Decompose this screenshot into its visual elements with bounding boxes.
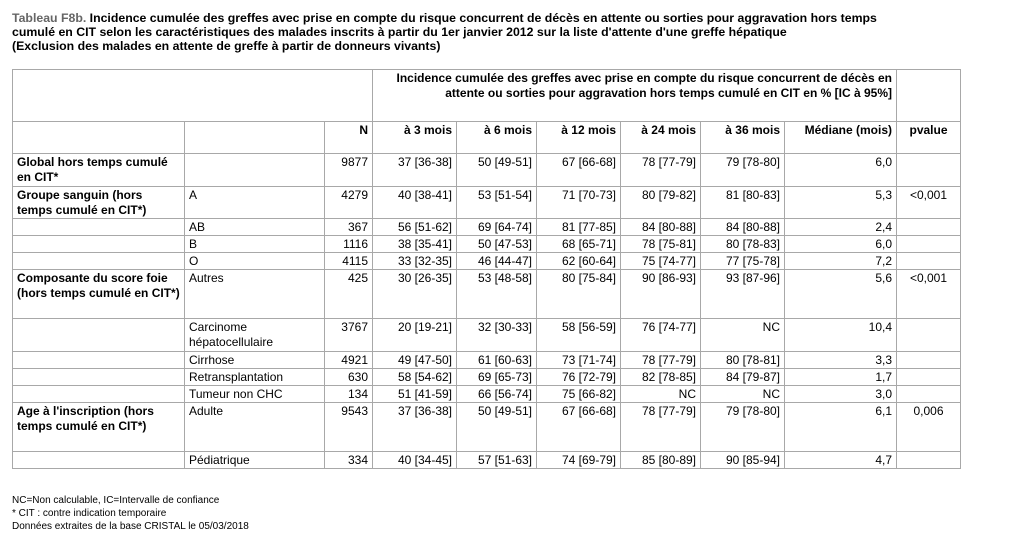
header-blank-cell [13,70,373,122]
cell-m24: 78 [77-79] [621,154,701,187]
title-line-3: (Exclusion des malades en attente de greffe à partir de donneurs vivants) [12,39,441,53]
cell-m24: 78 [75-81] [621,236,701,253]
cell-m6: 61 [60-63] [457,352,537,369]
cell-m3: 58 [54-62] [373,369,457,386]
cell-m24: 82 [78-85] [621,369,701,386]
cell-p [897,236,961,253]
cell-median: 7,2 [785,253,897,270]
header-blank-cell [13,122,185,154]
cell-m3: 38 [35-41] [373,236,457,253]
cell-n: 3767 [325,319,373,352]
cell-p [897,253,961,270]
cell-median: 3,3 [785,352,897,369]
footnote-abbreviations: NC=Non calculable, IC=Intervalle de confiance [12,495,220,506]
cell-m12: 75 [66-82] [537,386,621,403]
cell-p [897,352,961,369]
cell-group [13,352,185,369]
cell-m3: 56 [51-62] [373,219,457,236]
cell-m3: 33 [32-35] [373,253,457,270]
cell-m24: 90 [86-93] [621,270,701,319]
group-header: Incidence cumulée des greffes avec prise en compte du risque concurrent de décès en attente ou sorties pour aggravation hors temps cumulé en CIT en % [IC à 95%] [373,70,897,122]
cell-m36: 81 [80-83] [701,187,785,219]
cell-median: 5,6 [785,270,897,319]
cell-sub: Adulte [185,403,325,452]
cell-group: Composante du score foie (hors temps cumulé en CIT*) [13,270,185,319]
cell-m12: 68 [65-71] [537,236,621,253]
cell-m6: 57 [51-63] [457,452,537,469]
cell-m36: NC [701,319,785,352]
cell-m3: 40 [34-45] [373,452,457,469]
cell-m24: 80 [79-82] [621,187,701,219]
cell-group: Global hors temps cumulé en CIT* [13,154,185,187]
cell-p: <0,001 [897,270,961,319]
cell-m36: 93 [87-96] [701,270,785,319]
cell-group: Age à l'inscription (hors temps cumulé en CIT*) [13,403,185,452]
cell-m6: 32 [30-33] [457,319,537,352]
cell-median: 6,0 [785,236,897,253]
cell-group [13,369,185,386]
cell-sub [185,154,325,187]
cell-m24: 84 [80-88] [621,219,701,236]
cell-m3: 40 [38-41] [373,187,457,219]
cell-m36: 84 [80-88] [701,219,785,236]
footnote-source: Données extraites de la base CRISTAL le 05/03/2018 [12,521,249,532]
cell-m3: 37 [36-38] [373,154,457,187]
cell-group [13,452,185,469]
cell-m6: 53 [51-54] [457,187,537,219]
cell-m12: 76 [72-79] [537,369,621,386]
cell-n: 9877 [325,154,373,187]
cell-m12: 67 [66-68] [537,154,621,187]
cell-m6: 50 [49-51] [457,154,537,187]
cell-m3: 20 [19-21] [373,319,457,352]
cell-m12: 73 [71-74] [537,352,621,369]
cell-n: 334 [325,452,373,469]
table-row [13,352,961,369]
cell-sub: Autres [185,270,325,319]
table-row [13,369,961,386]
cell-group [13,253,185,270]
cell-sub: O [185,253,325,270]
col-header-36m: à 36 mois [701,122,785,154]
cell-m36: 79 [78-80] [701,154,785,187]
title-line-1: Incidence cumulée des greffes avec prise en compte du risque concurrent de décès en attente ou sorties pour aggravation hors temps [86,11,877,25]
cell-m24: 78 [77-79] [621,403,701,452]
cell-n: 4279 [325,187,373,219]
cell-m12: 67 [66-68] [537,403,621,452]
cell-sub: A [185,187,325,219]
cell-m36: 90 [85-94] [701,452,785,469]
col-header-6m: à 6 mois [457,122,537,154]
cell-n: 367 [325,219,373,236]
cell-sub: Retransplantation [185,369,325,386]
cell-m3: 49 [47-50] [373,352,457,369]
cell-m24: 85 [80-89] [621,452,701,469]
cell-m24: 78 [77-79] [621,352,701,369]
table-row [13,187,961,219]
cell-m36: 80 [78-81] [701,352,785,369]
cell-n: 4921 [325,352,373,369]
col-header-24m: à 24 mois [621,122,701,154]
cell-group [13,386,185,403]
cell-m36: 84 [79-87] [701,369,785,386]
column-header-row [13,122,961,154]
cell-m24: NC [621,386,701,403]
table-row [13,386,961,403]
col-header-n: N [325,122,373,154]
cell-m36: 77 [75-78] [701,253,785,270]
cell-p [897,319,961,352]
table-row [13,253,961,270]
cell-median: 2,4 [785,219,897,236]
cell-m36: 80 [78-83] [701,236,785,253]
cell-m3: 30 [26-35] [373,270,457,319]
cell-sub: B [185,236,325,253]
cell-p [897,369,961,386]
footnotes [12,494,249,533]
cell-sub: Cirrhose [185,352,325,369]
cell-m12: 74 [69-79] [537,452,621,469]
cell-n: 9543 [325,403,373,452]
col-header-median: Médiane (mois) [785,122,897,154]
cell-p [897,219,961,236]
cell-median: 4,7 [785,452,897,469]
cell-p [897,154,961,187]
cell-median: 3,0 [785,386,897,403]
cell-m6: 53 [48-58] [457,270,537,319]
cell-m12: 80 [75-84] [537,270,621,319]
cell-n: 425 [325,270,373,319]
header-blank-cell [897,70,961,122]
cell-m6: 69 [64-74] [457,219,537,236]
cell-group [13,219,185,236]
cell-n: 4115 [325,253,373,270]
cell-m12: 81 [77-85] [537,219,621,236]
cell-m6: 50 [47-53] [457,236,537,253]
cell-m3: 37 [36-38] [373,403,457,452]
cell-sub: Carcinome hépatocellulaire [185,319,325,352]
cell-p [897,452,961,469]
cell-p: 0,006 [897,403,961,452]
cell-m12: 62 [60-64] [537,253,621,270]
cell-group: Groupe sanguin (hors temps cumulé en CIT*) [13,187,185,219]
col-header-3m: à 3 mois [373,122,457,154]
cell-m12: 58 [56-59] [537,319,621,352]
cell-m36: NC [701,386,785,403]
group-header-row [13,70,961,122]
footnote-cit: * CIT : contre indication temporaire [12,508,167,519]
title-line-2: cumulé en CIT selon les caractéristiques des malades inscrits à partir du 1er janvier 2012 sur la liste d'attente d'une greffe hépatique [12,25,787,39]
results-table [12,69,961,469]
cell-sub: AB [185,219,325,236]
cell-p [897,386,961,403]
table-number: Tableau F8b. [12,11,87,25]
cell-n: 1116 [325,236,373,253]
table-row [13,452,961,469]
cell-m24: 76 [74-77] [621,319,701,352]
table-title [12,11,1002,53]
cell-median: 5,3 [785,187,897,219]
cell-n: 134 [325,386,373,403]
cell-m3: 51 [41-59] [373,386,457,403]
table-row [13,319,961,352]
cell-median: 6,0 [785,154,897,187]
cell-m12: 71 [70-73] [537,187,621,219]
cell-group [13,319,185,352]
table-row [13,154,961,187]
table-row [13,219,961,236]
cell-p: <0,001 [897,187,961,219]
col-header-12m: à 12 mois [537,122,621,154]
cell-sub: Pédiatrique [185,452,325,469]
table-row [13,403,961,452]
cell-m6: 46 [44-47] [457,253,537,270]
table-row [13,270,961,319]
cell-median: 6,1 [785,403,897,452]
header-blank-cell [185,122,325,154]
cell-m6: 50 [49-51] [457,403,537,452]
cell-m6: 66 [56-74] [457,386,537,403]
cell-group [13,236,185,253]
cell-sub: Tumeur non CHC [185,386,325,403]
cell-n: 630 [325,369,373,386]
cell-median: 10,4 [785,319,897,352]
cell-m24: 75 [74-77] [621,253,701,270]
cell-median: 1,7 [785,369,897,386]
table-row [13,236,961,253]
col-header-pvalue: pvalue [897,122,961,154]
cell-m36: 79 [78-80] [701,403,785,452]
cell-m6: 69 [65-73] [457,369,537,386]
